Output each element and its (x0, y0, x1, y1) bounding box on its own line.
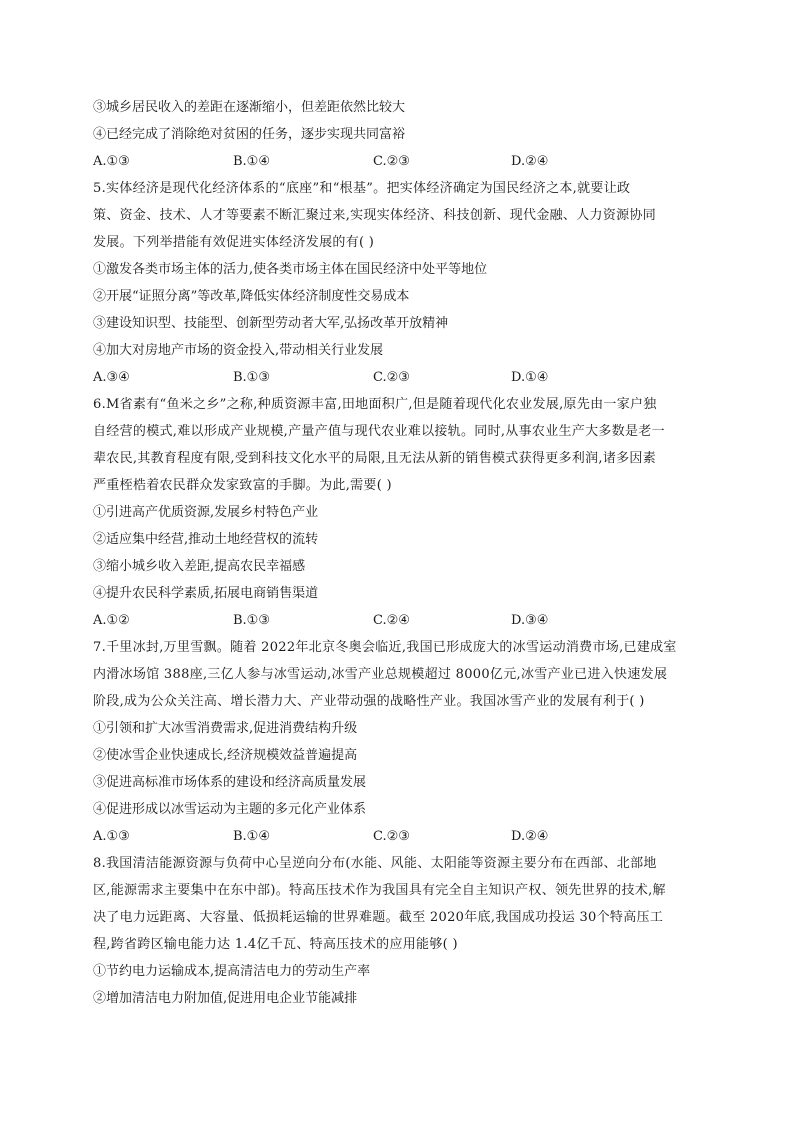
statement-4: ④提升农民科学素质,拓展电商销售渠道 (93, 586, 319, 601)
statement-3: ③促进高标准市场体系的建设和经济高质量发展 (93, 775, 367, 790)
question-stem-line: 区,能源需求主要集中在东中部)。特高压技术作为我国具有完全自主知识产权、领先世界的技术,解 (93, 883, 666, 898)
answer-options (93, 607, 703, 634)
option-b: B.①④ (233, 154, 270, 169)
option-c: C.②③ (373, 829, 410, 844)
question-7 (93, 634, 703, 850)
question-stem-line: 内滑冰场馆 388座,三亿人参与冰雪运动,冰雪产业总规模超过 8000亿元,冰雪产业已进入快速发展 (93, 667, 668, 682)
option-b: B.①③ (233, 613, 270, 628)
question-stem-line: 程,跨省跨区输电能力达 1.4亿千瓦、特高压技术的应用能够( ) (93, 937, 458, 952)
question-stem-line: 自经营的模式,难以形成产业规模,产量产值与现代农业难以接轨。同时,从事农业生产大多数是老一 (93, 424, 665, 439)
answer-options (93, 148, 703, 175)
option-d: D.①④ (511, 370, 549, 385)
question-stem-line: 策、资金、技术、人才等要素不断汇聚过来,实现实体经济、科技创新、现代金融、人力资源协同 (93, 208, 657, 223)
option-d: D.②④ (511, 829, 549, 844)
question-stem-line: 6.M省素有“鱼米之乡”之称,种质资源丰富,田地面积广,但是随着现代化农业发展,原先由一家户独 (93, 397, 657, 412)
answer-options (93, 823, 703, 850)
statement-2: ②适应集中经营,推动土地经营权的流转 (93, 532, 319, 547)
question-stem-line: 辈农民,其教育程度有限,受到科技文化水平的局限,且无法从新的销售模式获得更多利润,诸多因素 (93, 451, 657, 466)
question-8 (93, 850, 703, 1012)
option-a: A.③④ (93, 370, 130, 385)
statement-3: ③缩小城乡收入差距,提高农民幸福感 (93, 559, 306, 574)
option-c: C.②④ (373, 613, 410, 628)
option-a: A.①② (93, 613, 130, 628)
question-stem-line: 决了电力远距离、大容量、低损耗运输的世界难题。截至 2020年底,我国成功投运 30个特高压工 (93, 910, 664, 925)
option-c: C.②③ (373, 154, 410, 169)
statement-1: ①引进高产优质资源,发展乡村特色产业 (93, 505, 319, 520)
statement-4: ④已经完成了消除绝对贫困的任务，逐步实现共同富裕 (93, 127, 406, 142)
statement-1: ①引领和扩大冰雪消费需求,促进消费结构升级 (93, 721, 358, 736)
question-6 (93, 391, 703, 634)
statement-4: ④加大对房地产市场的资金投入,带动相关行业发展 (93, 343, 384, 358)
question-stem-line: 8.我国清洁能源资源与负荷中心呈逆向分布(水能、风能、太阳能等资源主要分布在西部、北部地 (93, 856, 657, 871)
question-stem-line: 阶段,成为公众关注高、增长潜力大、产业带动强的战略性产业。我国冰雪产业的发展有利于( ) (93, 694, 645, 709)
exam-page (93, 94, 703, 1012)
statement-4: ④促进形成以冰雪运动为主题的多元化产业体系 (93, 802, 367, 817)
question-stem-line: 7.千里冰封,万里雪飘。随着 2022年北京冬奥会临近,我国已形成庞大的冰雪运动消费市场,已建成室 (93, 640, 677, 655)
statement-3: ③城乡居民收入的差距在逐渐缩小，但差距依然比较大 (93, 100, 406, 115)
option-a: A.①③ (93, 829, 130, 844)
option-b: B.①④ (233, 829, 270, 844)
option-c: C.②③ (373, 370, 410, 385)
statement-3: ③建设知识型、技能型、创新型劳动者大军,弘扬改革开放精神 (93, 316, 449, 331)
question-stem-line: 发展。下列举措能有效促进实体经济发展的有( ) (93, 235, 375, 250)
option-d: D.②④ (511, 154, 549, 169)
statement-1: ①节约电力运输成本,提高清洁电力的劳动生产率 (93, 964, 371, 979)
option-a: A.①③ (93, 154, 130, 169)
question-4-tail (93, 94, 703, 175)
option-d: D.③④ (511, 613, 549, 628)
question-stem-line: 严重桎梏着农民群众发家致富的手脚。为此,需要( ) (93, 478, 392, 493)
option-b: B.①③ (233, 370, 270, 385)
answer-options (93, 364, 703, 391)
question-stem-line: 5.实体经济是现代化经济体系的“底座”和“根基”。把实体经济确定为国民经济之本,就要让政 (93, 181, 631, 196)
question-5 (93, 175, 703, 391)
statement-1: ①激发各类市场主体的活力,使各类市场主体在国民经济中处平等地位 (93, 262, 488, 277)
statement-2: ②开展“证照分离”等改革,降低实体经济制度性交易成本 (93, 289, 410, 304)
statement-2: ②使冰雪企业快速成长,经济规模效益普遍提高 (93, 748, 358, 763)
statement-2: ②增加清洁电力附加值,促进用电企业节能减排 (93, 991, 358, 1006)
